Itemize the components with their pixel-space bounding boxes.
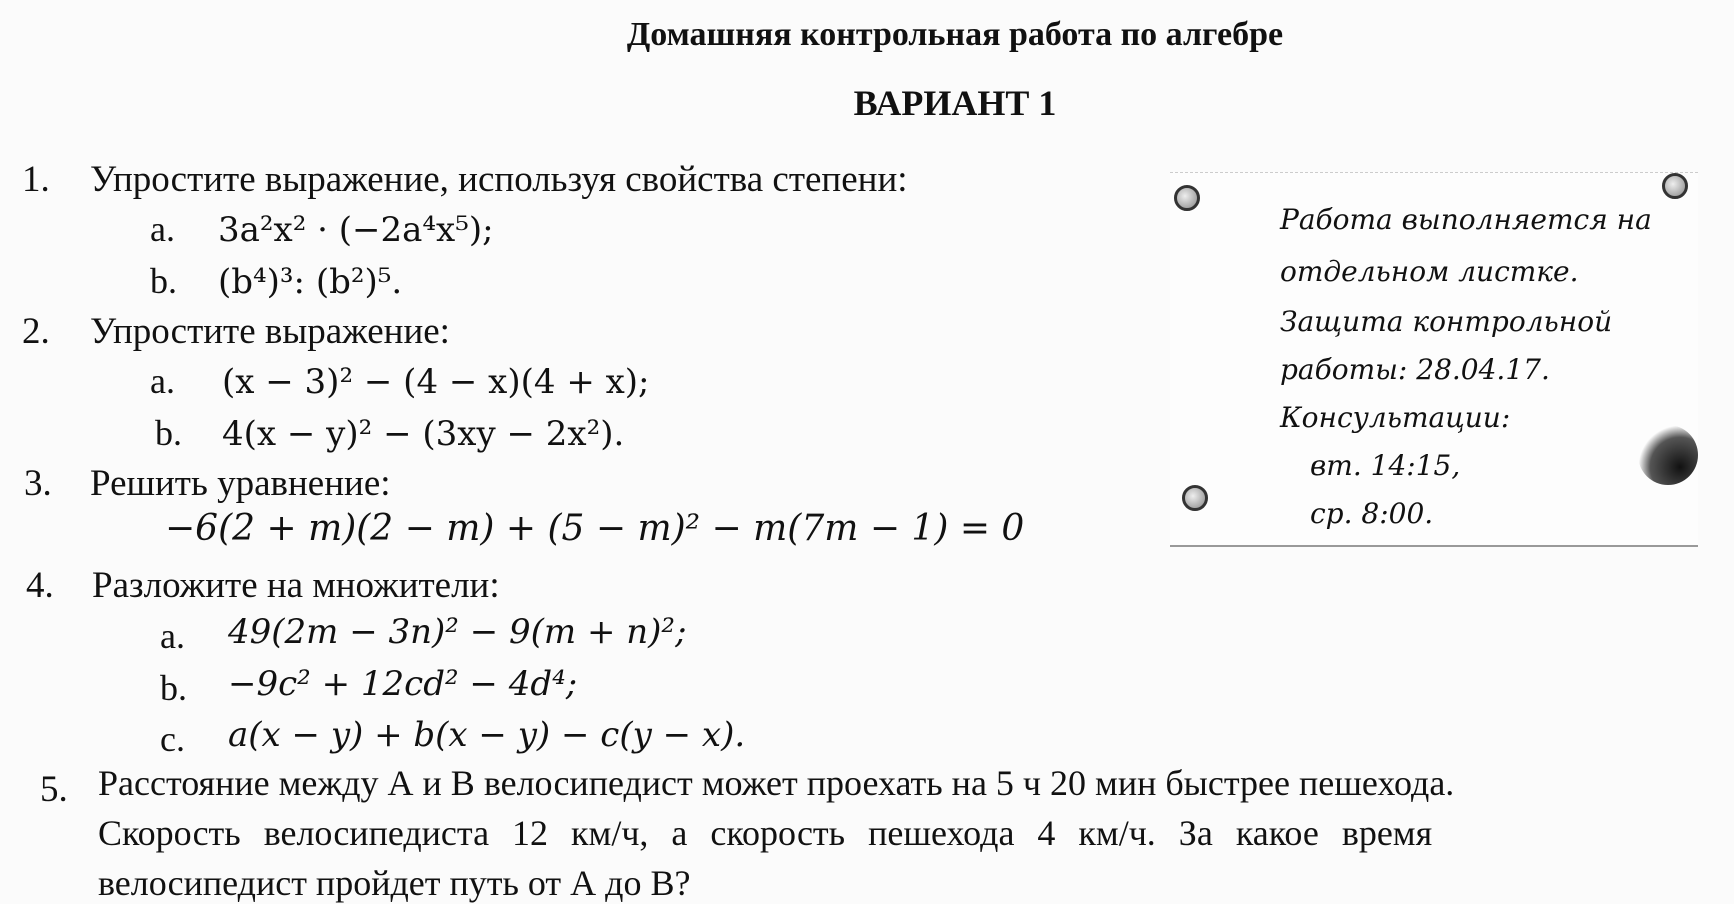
note-line: Защита контрольной — [1280, 305, 1613, 338]
task-5-line-3: велосипедист пройдет путь от А до В? — [98, 863, 691, 903]
note-line: вт. 14:15, — [1310, 449, 1461, 482]
task-3-text: Решить уравнение: — [90, 463, 391, 504]
pin-icon — [1174, 185, 1200, 211]
document-title: Домашняя контрольная работа по алгебре — [626, 16, 1284, 53]
task-4b-label: b. — [160, 668, 187, 708]
task-1b-expr: (b⁴)³: (b²)⁵. — [218, 262, 403, 302]
task-2a-expr: (x − 3)² − (4 − x)(4 + x); — [222, 362, 650, 402]
sticky-note — [1170, 172, 1698, 547]
variant-heading: ВАРИАНТ 1 — [853, 83, 1057, 123]
task-4a-label: a. — [160, 616, 185, 656]
task-1a-label: a. — [150, 209, 175, 249]
task-5-number: 5. — [40, 769, 68, 810]
note-line: работы: 28.04.17. — [1280, 353, 1550, 386]
task-4c-expr: a(x − y) + b(x − y) − c(y − x). — [228, 715, 746, 755]
pin-icon — [1662, 173, 1688, 199]
note-line: Работа выполняется на — [1280, 203, 1652, 236]
task-5-line-1: Расстояние между А и В велосипедист может проехать на 5 ч 20 мин быстрее пешехода. — [98, 763, 1455, 803]
task-3-equation: −6(2 + m)(2 − m) + (5 − m)² − m(7m − 1) = 0 — [165, 508, 1025, 549]
task-3-number: 3. — [24, 463, 52, 504]
task-5-line-2: Скорость велосипедиста 12 км/ч, а скорость пешехода 4 км/ч. За какое время — [98, 813, 1433, 853]
note-line: ср. 8:00. — [1310, 497, 1434, 530]
task-4c-label: c. — [160, 719, 185, 759]
task-4-text: Разложите на множители: — [92, 565, 500, 606]
task-1a-expr: 3a²x² · (−2a⁴x⁵); — [218, 210, 494, 250]
task-2-text: Упростите выражение: — [90, 311, 450, 352]
task-2b-label: b. — [155, 413, 182, 453]
note-line: отдельном листке. — [1280, 255, 1579, 288]
task-2a-label: a. — [150, 361, 175, 401]
task-1-text: Упростите выражение, используя свойства степени: — [90, 159, 908, 200]
task-4-number: 4. — [26, 565, 54, 606]
task-2-number: 2. — [22, 311, 50, 352]
page-curl-icon — [1638, 425, 1698, 485]
task-1-number: 1. — [22, 159, 50, 200]
pin-icon — [1182, 485, 1208, 511]
task-2b-expr: 4(x − y)² − (3xy − 2x²). — [222, 414, 625, 454]
note-line: Консультации: — [1280, 401, 1511, 434]
task-4a-expr: 49(2m − 3n)² − 9(m + n)²; — [228, 612, 687, 652]
task-1b-label: b. — [150, 261, 177, 301]
task-4b-expr: −9c² + 12cd² − 4d⁴; — [228, 664, 578, 704]
